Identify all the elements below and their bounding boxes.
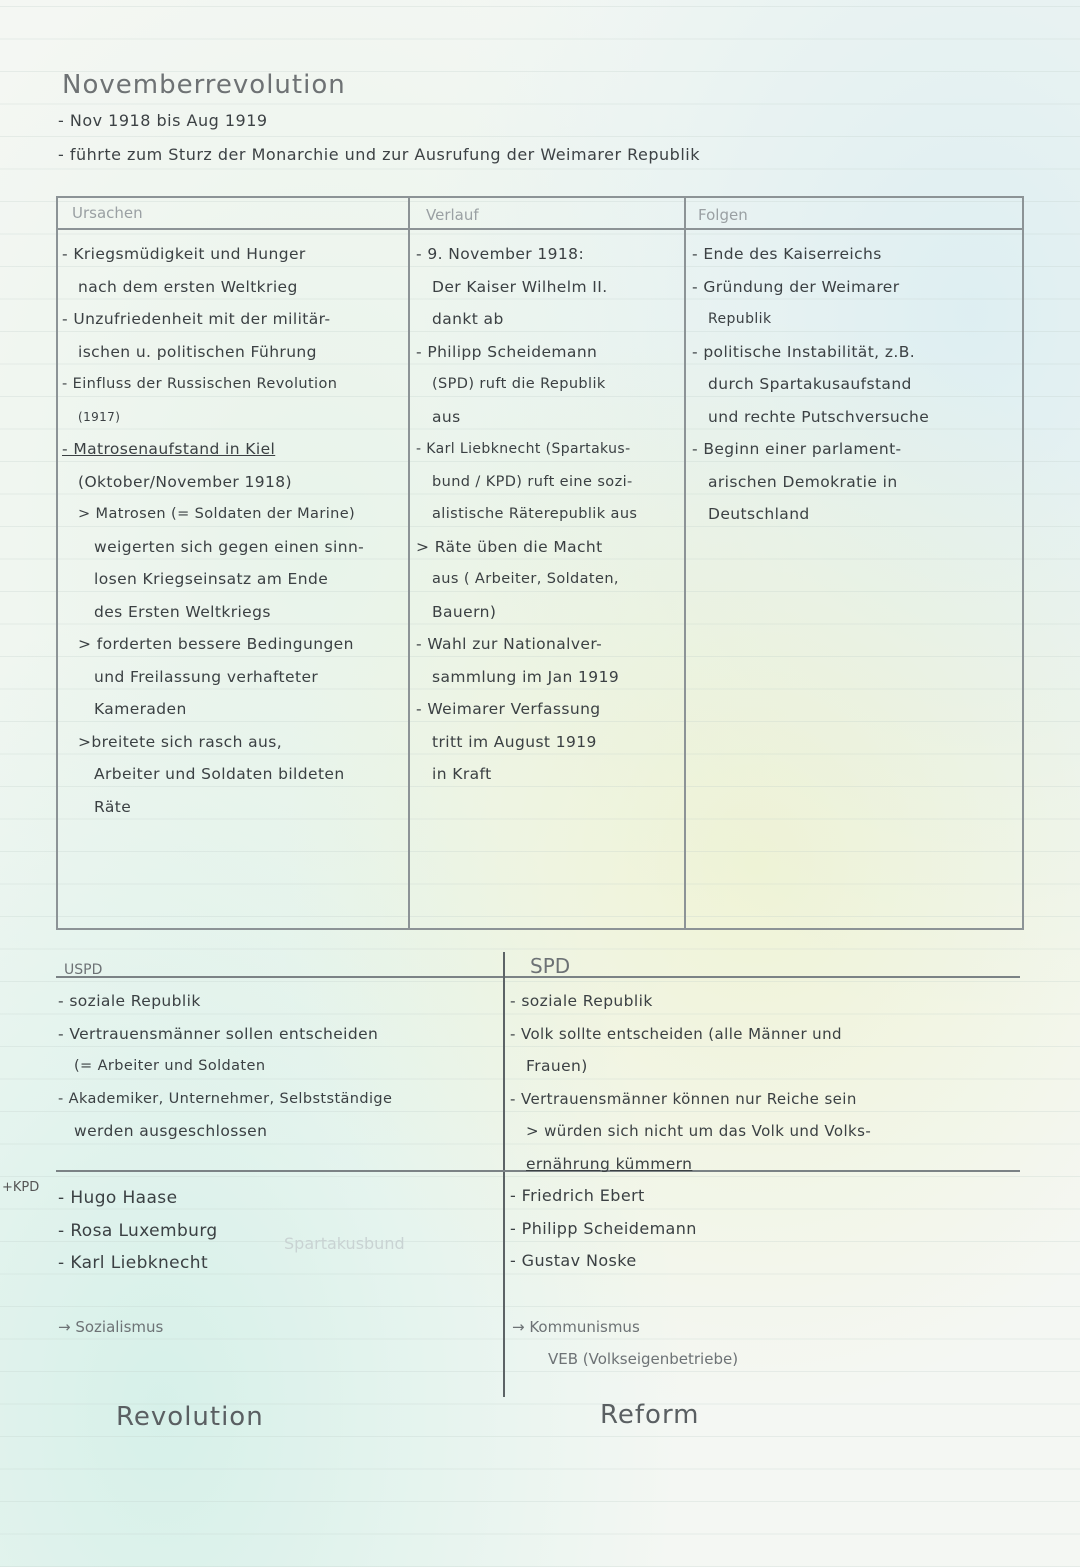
folgen-column [692, 238, 1016, 531]
intro-line-1: - Nov 1918 bis Aug 1919 [58, 111, 268, 130]
list-item: - Volk sollte entscheiden (alle Männer und [510, 1024, 842, 1043]
list-item: (Oktober/November 1918) [78, 472, 293, 491]
list-item: - Weimarer Verfassung [416, 700, 601, 718]
spd-veb: VEB (Volkseigenbetriebe) [548, 1350, 739, 1368]
list-item: dankt ab [432, 310, 504, 328]
list-item: - Einfluss der Russischen Revolution [62, 376, 338, 392]
spd-footer: Reform [600, 1400, 700, 1430]
list-item: ernährung kümmern [526, 1154, 693, 1173]
list-item: Frauen) [526, 1057, 588, 1075]
header-ursachen: Ursachen [72, 204, 143, 222]
header-verlauf: Verlauf [426, 206, 479, 224]
list-item: > Räte üben die Macht [416, 537, 603, 556]
list-item: tritt im August 1919 [432, 732, 597, 751]
list-item: - Akademiker, Unternehmer, Selbstständige [58, 1090, 393, 1107]
list-item: - Karl Liebknecht [58, 1253, 209, 1273]
list-item: alistische Räterepublik aus [432, 506, 638, 522]
list-item: werden ausgeschlossen [74, 1122, 268, 1140]
list-item: Bauern) [432, 602, 497, 621]
spd-header: SPD [530, 954, 571, 978]
list-item: ischen u. politischen Führung [78, 342, 317, 361]
list-item: - Kriegsmüdigkeit und Hunger [62, 245, 306, 263]
list-item: Republik [708, 311, 772, 327]
list-item: > Matrosen (= Soldaten der Marine) [78, 506, 356, 522]
list-item: - Philipp Scheidemann [416, 342, 598, 361]
table-divider-2 [684, 196, 686, 930]
list-item: - Gustav Noske [510, 1251, 637, 1270]
kpd-side-label: +KPD [2, 1180, 40, 1195]
verlauf-column [416, 238, 682, 791]
spartakus-label: Spartakusbund [284, 1234, 405, 1253]
spd-people [510, 1180, 910, 1278]
list-item: losen Kriegseinsatz am Ende [94, 570, 329, 588]
list-item: - Karl Liebknecht (Spartakus- [416, 441, 631, 457]
list-item: Deutschland [708, 505, 810, 523]
list-item: - soziale Republik [58, 992, 201, 1010]
list-item: - Friedrich Ebert [510, 1186, 645, 1205]
list-item: Kameraden [94, 700, 187, 718]
comparison-center-line [503, 952, 505, 1397]
list-item: - Ende des Kaiserreichs [692, 245, 882, 263]
list-item: - Vertrauensmänner sollen entscheiden [58, 1024, 379, 1043]
table-divider-1 [408, 196, 410, 930]
list-item: sammlung im Jan 1919 [432, 667, 620, 686]
list-item: > forderten bessere Bedingungen [78, 635, 354, 653]
list-item: bund / KPD) ruft eine sozi- [432, 473, 633, 490]
list-item: - Rosa Luxemburg [58, 1220, 218, 1241]
header-folgen: Folgen [698, 206, 748, 224]
list-item: in Kraft [432, 765, 492, 783]
ursachen-column [62, 238, 406, 823]
intro-line-2: - führte zum Sturz der Monarchie und zur Ausrufung der Weimarer Republik [58, 145, 700, 164]
list-item: - 9. November 1918: [416, 245, 585, 263]
list-item: - Matrosenaufstand in Kiel [62, 440, 276, 458]
list-item: - Vertrauensmänner können nur Reiche sein [510, 1089, 857, 1108]
list-item: nach dem ersten Weltkrieg [78, 277, 298, 296]
list-item: - Wahl zur Nationalver- [416, 635, 603, 653]
list-item: und Freilassung verhafteter [94, 667, 319, 686]
table-header-divider [56, 228, 1024, 230]
list-item: des Ersten Weltkriegs [94, 602, 271, 621]
list-item: - Hugo Haase [58, 1188, 178, 1208]
usp-points [58, 985, 498, 1148]
list-item: und rechte Putschversuche [708, 407, 930, 426]
list-item: >breitete sich rasch aus, [78, 732, 283, 751]
spd-points [510, 985, 1022, 1180]
usp-footer: Revolution [116, 1402, 264, 1432]
usp-header: USPD [64, 962, 103, 978]
list-item: - Gründung der Weimarer [692, 277, 900, 296]
list-item: - soziale Republik [510, 992, 653, 1010]
list-item: weigerten sich gegen einen sinn- [94, 537, 365, 556]
list-item: Räte [94, 797, 132, 816]
list-item: - politische Instabilität, z.B. [692, 342, 916, 361]
usp-ism: → Sozialismus [58, 1318, 164, 1336]
list-item: - Beginn einer parlament- [692, 440, 902, 458]
list-item: arischen Demokratie in [708, 472, 898, 491]
list-item: - Unzufriedenheit mit der militär- [62, 310, 331, 328]
list-item: Der Kaiser Wilhelm II. [432, 277, 608, 296]
list-item: (1917) [78, 409, 121, 424]
list-item: (= Arbeiter und Soldaten [74, 1058, 266, 1074]
list-item: durch Spartakusaufstand [708, 375, 912, 393]
list-item: > würden sich nicht um das Volk und Volks- [526, 1122, 872, 1140]
list-item: - Philipp Scheidemann [510, 1218, 697, 1238]
list-item: (SPD) ruft die Republik [432, 376, 606, 392]
usp-people [58, 1182, 318, 1280]
list-item: aus [432, 407, 461, 426]
spd-ism: → Kommunismus [512, 1318, 640, 1336]
list-item: aus ( Arbeiter, Soldaten, [432, 571, 619, 587]
page-title: Novemberrevolution [62, 70, 346, 100]
list-item: Arbeiter und Soldaten bildeten [94, 765, 345, 783]
